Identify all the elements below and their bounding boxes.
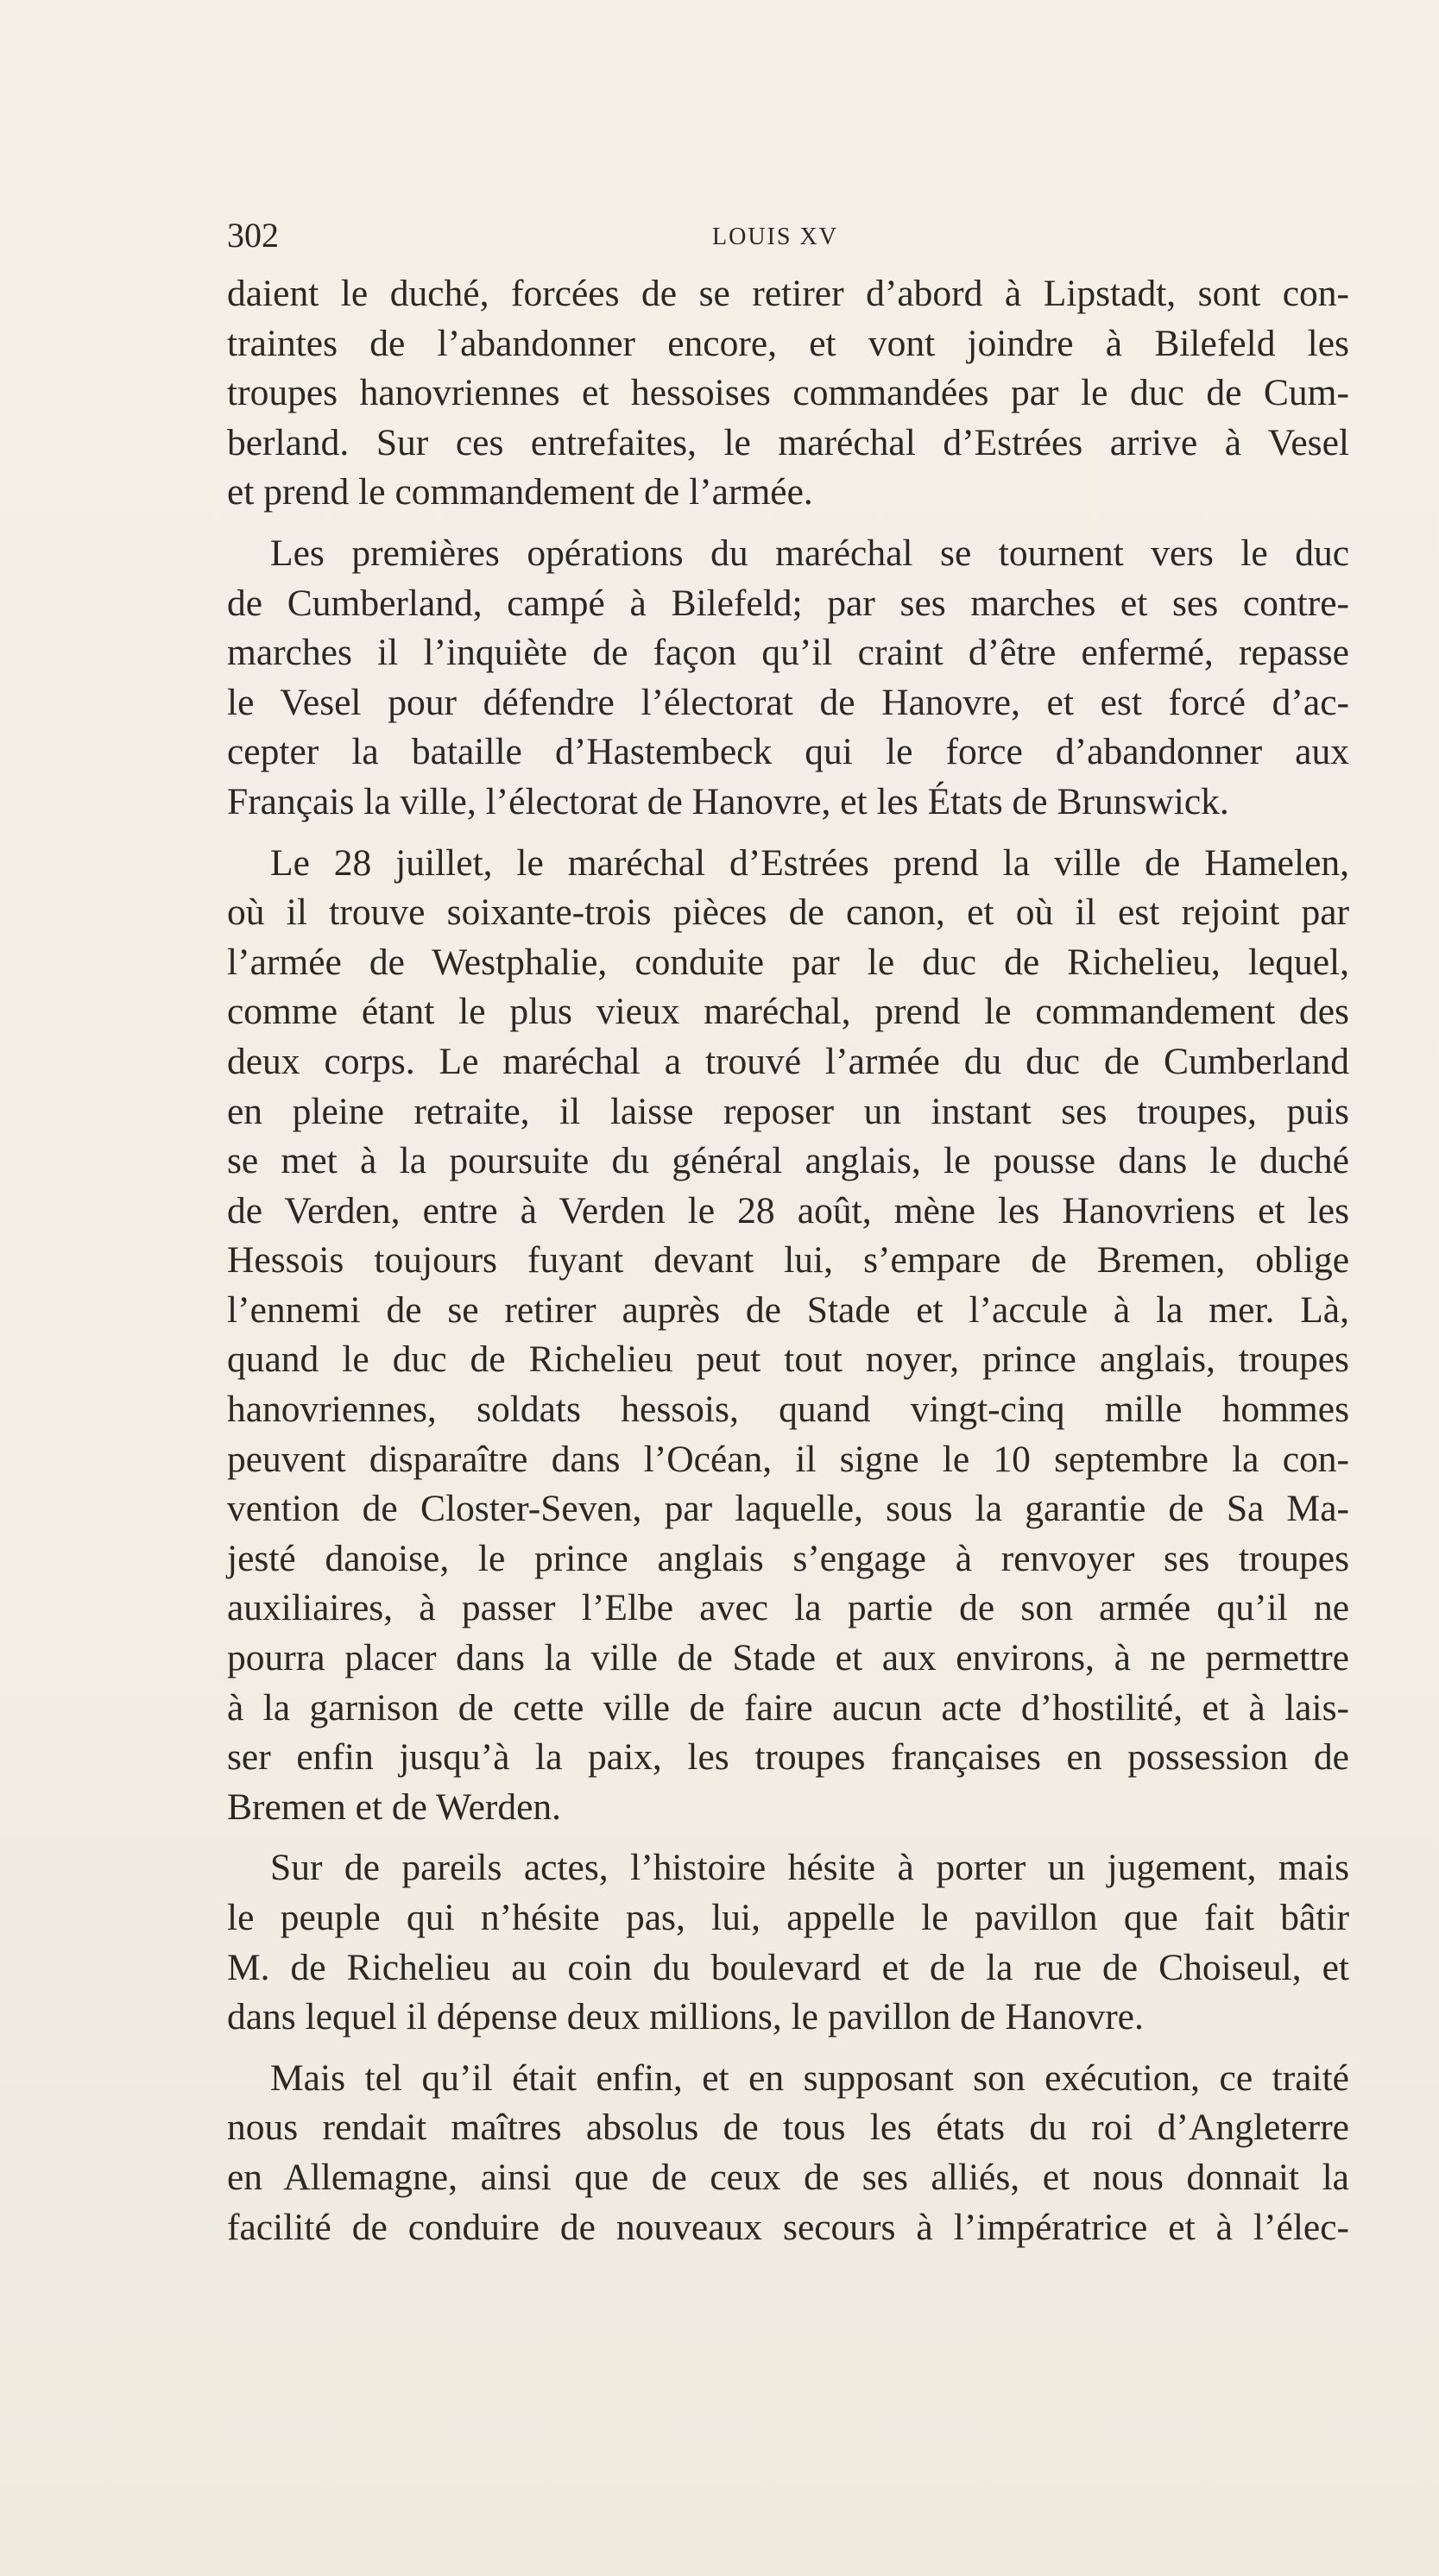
text-line: ser enfin jusqu’à la paix, les troupes françaises en possession de [227,1736,1349,1779]
text-line: berland. Sur ces entrefaites, le maréchal d’Estrées arrive à Vesel [227,421,1349,463]
text-line: Mais tel qu’il était enfin, et en supposant son exécution, ce traité [270,2056,1349,2099]
text-line: de Verden, entre à Verden le 28 août, mène les Hanovriens et les [227,1189,1349,1231]
text-line: l’armée de Westphalie, conduite par le duc de Richelieu, lequel, [227,941,1349,983]
text-line: Français la ville, l’électorat de Hanovre, et les États de Brunswick. [227,780,1229,822]
text-line: en pleine retraite, il laisse reposer un instant ses troupes, puis [227,1090,1349,1132]
text-line: Sur de pareils actes, l’histoire hésite à porter un jugement, mais [270,1847,1349,1889]
text-line: se met à la poursuite du général anglais, le pousse dans le duché [227,1140,1349,1182]
text-line: de Cumberland, campé à Bilefeld; par ses marches et ses contre- [227,582,1349,624]
text-line: le peuple qui n’hésite pas, lui, appelle le pavillon que fait bâtir [227,1897,1349,1938]
running-head: LOUIS XV [712,224,838,250]
page-number: 302 [227,216,279,255]
text-line: facilité de conduire de nouveaux secours à l’impératrice et à l’élec- [227,2206,1349,2248]
text-line: et prend le commandement de l’armée. [227,471,813,513]
text-line: marches il l’inquiète de façon qu’il craint d’être enfermé, repasse [227,632,1349,674]
text-line: Bremen et de Werden. [227,1786,562,1828]
text-line: traintes de l’abandonner encore, et vont joindre à Bilefeld les [227,322,1349,364]
text-line: vention de Closter-Seven, par laquelle, sous la garantie de Sa Ma- [227,1488,1349,1530]
text-line: dans lequel il dépense deux millions, le pavillon de Hanovre. [227,1996,1144,2038]
text-line: M. de Richelieu au coin du boulevard et de la rue de Choiseul, et [227,1946,1349,1988]
text-line: où il trouve soixante-trois pièces de canon, et où il est rejoint par [227,891,1349,934]
page-header [227,214,1323,257]
text-line: auxiliaires, à passer l’Elbe avec la partie de son armée qu’il ne [227,1587,1349,1629]
paragraph [227,2054,1349,2252]
text-line: daient le duché, forcées de se retirer d’abord à Lipstadt, sont con- [227,273,1349,314]
paragraph [227,529,1349,828]
text-line: Les premières opérations du maréchal se tournent vers le duc [270,532,1349,574]
text-line: troupes hanovriennes et hessoises commandées par le duc de Cum- [227,372,1349,414]
text-line: à la garnison de cette ville de faire aucun acte d’hostilité, et à lais- [227,1686,1349,1729]
text-line: Hessois toujours fuyant devant lui, s’empare de Bremen, oblige [227,1239,1349,1282]
paragraph [227,1843,1349,2042]
paragraph [227,269,1349,518]
body-text [227,269,1349,2264]
paragraph [227,839,1349,1833]
text-line: cepter la bataille d’Hastembeck qui le force d’abandonner aux [227,731,1349,773]
text-line: hanovriennes, soldats hessois, quand vingt-cinq mille hommes [227,1389,1349,1431]
text-line: pourra placer dans la ville de Stade et aux environs, à ne permettre [227,1637,1349,1679]
text-line: en Allemagne, ainsi que de ceux de ses alliés, et nous donnait la [227,2156,1349,2198]
text-line: jesté danoise, le prince anglais s’engage à renvoyer ses troupes [227,1537,1349,1579]
text-line: comme étant le plus vieux maréchal, prend le commandement des [227,991,1349,1033]
text-line: quand le duc de Richelieu peut tout noyer, prince anglais, troupes [227,1338,1349,1381]
text-line: nous rendait maîtres absolus de tous les états du roi d’Angleterre [227,2107,1349,2149]
text-line: peuvent disparaître dans l’Océan, il signe le 10 septembre la con- [227,1438,1349,1480]
text-line: l’ennemi de se retirer auprès de Stade et l’accule à la mer. Là, [227,1288,1349,1331]
text-line: Le 28 juillet, le maréchal d’Estrées prend la ville de Hamelen, [270,841,1349,884]
text-line: deux corps. Le maréchal a trouvé l’armée du duc de Cumberland [227,1040,1349,1082]
text-line: le Vesel pour défendre l’électorat de Hanovre, et est forcé d’ac- [227,681,1349,723]
